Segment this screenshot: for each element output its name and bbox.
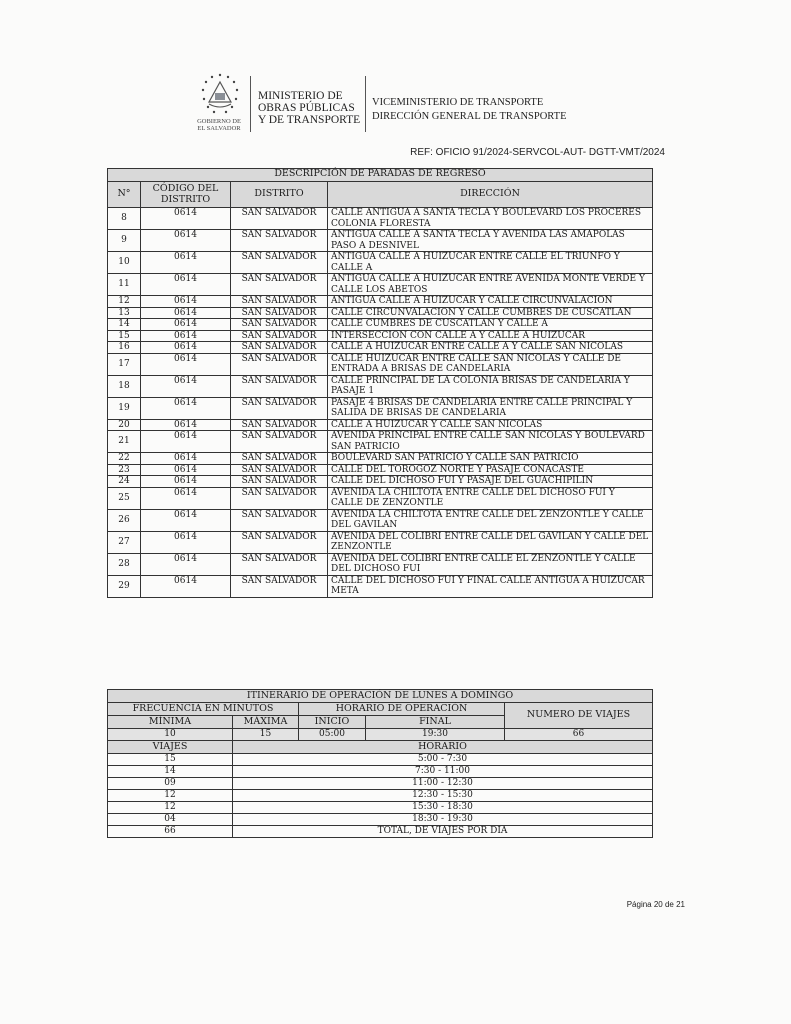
min-frequency-value: 10 xyxy=(108,729,233,741)
district-code: 0614 xyxy=(141,342,231,354)
itinerary-title: ITINERARIO DE OPERACIÓN DE LUNES A DOMINGO xyxy=(108,690,653,703)
schedule-blocks xyxy=(108,754,653,826)
coat-of-arms-icon xyxy=(194,72,246,118)
stop-number: 24 xyxy=(108,476,141,488)
stop-number: 16 xyxy=(108,342,141,354)
end-time-header: FINAL xyxy=(366,716,505,729)
viajes-header: VIAJES xyxy=(108,741,233,754)
block-trips: 12 xyxy=(108,790,233,802)
reference-number: REF: OFICIO 91/2024-SERVCOL-AUT- DGTT-VMT/2024 xyxy=(410,147,665,158)
stop-number: 23 xyxy=(108,464,141,476)
table-row xyxy=(108,814,653,826)
start-time-header: INICIO xyxy=(299,716,366,729)
column-header-district-code: CÓDIGO DEL DISTRITO xyxy=(141,182,231,208)
stop-number: 27 xyxy=(108,531,141,553)
district-name: SAN SALVADOR xyxy=(231,487,328,509)
district-code: 0614 xyxy=(141,509,231,531)
district-name: SAN SALVADOR xyxy=(231,353,328,375)
district-code: 0614 xyxy=(141,453,231,465)
table-row xyxy=(108,375,653,397)
block-time-range: 15:30 - 18:30 xyxy=(233,802,653,814)
max-frequency-header: MÁXIMA xyxy=(233,716,299,729)
stop-number: 21 xyxy=(108,431,141,453)
stop-address: AVENIDA LA CHILTOTA ENTRE CALLE DEL DICHOSO FUI Y CALLE DE ZENZONTLE xyxy=(328,487,653,509)
header-divider xyxy=(365,76,366,132)
district-name: SAN SALVADOR xyxy=(231,419,328,431)
district-name: SAN SALVADOR xyxy=(231,330,328,342)
table-row xyxy=(108,330,653,342)
stop-number: 25 xyxy=(108,487,141,509)
district-name: SAN SALVADOR xyxy=(231,230,328,252)
district-name: SAN SALVADOR xyxy=(231,319,328,331)
ministry-line-3: Y DE TRANSPORTE xyxy=(258,114,361,126)
stop-address: CALLE CUMBRES DE CUSCATLAN Y CALLE A xyxy=(328,319,653,331)
district-name: SAN SALVADOR xyxy=(231,307,328,319)
district-name: SAN SALVADOR xyxy=(231,342,328,354)
stop-number: 10 xyxy=(108,252,141,274)
block-trips: 04 xyxy=(108,814,233,826)
district-code: 0614 xyxy=(141,330,231,342)
stop-address: ANTIGUA CALLE A HUIZUCAR ENTRE AVENIDA MONTE VERDE Y CALLE LOS ABETOS xyxy=(328,274,653,296)
stop-number: 26 xyxy=(108,509,141,531)
stop-number: 29 xyxy=(108,575,141,597)
column-header-address: DIRECCIÓN xyxy=(328,182,653,208)
page-number: Página 20 de 21 xyxy=(626,900,685,909)
stop-address: AVENIDA LA CHILTOTA ENTRE CALLE DEL ZENZONTLE Y CALLE DEL GAVILAN xyxy=(328,509,653,531)
stop-number: 11 xyxy=(108,274,141,296)
stop-address: AVENIDA DEL COLIBRI ENTRE CALLE EL ZENZONTLE Y CALLE DEL DICHOSO FUI xyxy=(328,553,653,575)
header-divider xyxy=(250,76,251,132)
stop-address: INTERSECCION CON CALLE A Y CALLE A HUIZUCAR xyxy=(328,330,653,342)
district-name: SAN SALVADOR xyxy=(231,509,328,531)
vice-line-1: VICEMINISTERIO DE TRANSPORTE xyxy=(372,97,544,108)
district-code: 0614 xyxy=(141,476,231,488)
district-code: 0614 xyxy=(141,274,231,296)
ministry-line-1: MINISTERIO DE xyxy=(258,90,343,102)
stop-number: 20 xyxy=(108,419,141,431)
table-row xyxy=(108,319,653,331)
start-time-value: 05:00 xyxy=(299,729,366,741)
district-code: 0614 xyxy=(141,353,231,375)
table-row xyxy=(108,531,653,553)
district-name: SAN SALVADOR xyxy=(231,252,328,274)
stop-address: CALLE PRINCIPAL DE LA COLONIA BRISAS DE CANDELARIA Y PASAJE 1 xyxy=(328,375,653,397)
vice-line-2: DIRECCIÓN GENERAL DE TRANSPORTE xyxy=(372,111,567,122)
table-row xyxy=(108,208,653,230)
district-name: SAN SALVADOR xyxy=(231,274,328,296)
stop-number: 19 xyxy=(108,397,141,419)
block-trips: 14 xyxy=(108,766,233,778)
district-code: 0614 xyxy=(141,375,231,397)
district-code: 0614 xyxy=(141,252,231,274)
stop-number: 15 xyxy=(108,330,141,342)
stop-number: 22 xyxy=(108,453,141,465)
stop-number: 18 xyxy=(108,375,141,397)
block-time-range: 7:30 - 11:00 xyxy=(233,766,653,778)
district-name: SAN SALVADOR xyxy=(231,453,328,465)
district-code: 0614 xyxy=(141,419,231,431)
column-header-number: N° xyxy=(108,182,141,208)
stop-address: CALLE ANTIGUA A SANTA TECLA Y BOULEVARD LOS PROCERES COLONIA FLORESTA xyxy=(328,208,653,230)
district-name: SAN SALVADOR xyxy=(231,464,328,476)
table-row xyxy=(108,464,653,476)
stop-address: CALLE HUIZUCAR ENTRE CALLE SAN NICOLAS Y CALLE DE ENTRADA A BRISAS DE CANDELARIA xyxy=(328,353,653,375)
stop-address: CALLE A HUIZUCAR ENTRE CALLE A Y CALLE SAN NICOLAS xyxy=(328,342,653,354)
table-row xyxy=(108,230,653,252)
horario-header: HORARIO xyxy=(233,741,653,754)
ministry-line-2: OBRAS PÚBLICAS xyxy=(258,102,355,114)
table-row xyxy=(108,342,653,354)
gov-label-line-2: EL SALVADOR xyxy=(197,125,241,132)
district-code: 0614 xyxy=(141,397,231,419)
table-row xyxy=(108,487,653,509)
stops-table-title: DESCRIPCIÓN DE PARADAS DE REGRESO xyxy=(108,169,653,182)
district-name: SAN SALVADOR xyxy=(231,476,328,488)
stop-number: 13 xyxy=(108,307,141,319)
district-name: SAN SALVADOR xyxy=(231,375,328,397)
block-time-range: 5:00 - 7:30 xyxy=(233,754,653,766)
table-row xyxy=(108,397,653,419)
table-row xyxy=(108,453,653,465)
table-row xyxy=(108,766,653,778)
stop-address: CALLE CIRCUNVALACION Y CALLE CUMBRES DE CUSCATLAN xyxy=(328,307,653,319)
operation-itinerary-table xyxy=(107,689,653,838)
stop-address: ANTIGUA CALLE A SANTA TECLA Y AVENIDA LAS AMAPOLAS PASO A DESNIVEL xyxy=(328,230,653,252)
district-code: 0614 xyxy=(141,307,231,319)
stop-number: 17 xyxy=(108,353,141,375)
table-row xyxy=(108,353,653,375)
table-row xyxy=(108,307,653,319)
district-code: 0614 xyxy=(141,230,231,252)
block-trips: 15 xyxy=(108,754,233,766)
max-frequency-value: 15 xyxy=(233,729,299,741)
district-code: 0614 xyxy=(141,208,231,230)
district-name: SAN SALVADOR xyxy=(231,531,328,553)
district-name: SAN SALVADOR xyxy=(231,208,328,230)
block-time-range: 12:30 - 15:30 xyxy=(233,790,653,802)
district-code: 0614 xyxy=(141,553,231,575)
frequency-header: FRECUENCIA EN MINUTOS xyxy=(108,703,299,716)
stops-table-body xyxy=(108,208,653,598)
table-row xyxy=(108,476,653,488)
table-row xyxy=(108,419,653,431)
district-code: 0614 xyxy=(141,319,231,331)
table-row xyxy=(108,274,653,296)
table-row xyxy=(108,431,653,453)
stop-address: ANTIGUA CALLE A HUIZUCAR ENTRE CALLE EL TRIUNFO Y CALLE A xyxy=(328,252,653,274)
trips-count-header: NUMERO DE VIAJES xyxy=(505,703,653,729)
stop-address: PASAJE 4 BRISAS DE CANDELARIA ENTRE CALLE PRINCIPAL Y SALIDA DE BRISAS DE CANDELARIA xyxy=(328,397,653,419)
district-name: SAN SALVADOR xyxy=(231,553,328,575)
gov-label-line-1: GOBIERNO DE xyxy=(197,118,241,125)
block-time-range: 11:00 - 12:30 xyxy=(233,778,653,790)
stop-address: BOULEVARD SAN PATRICIO Y CALLE SAN PATRICIO xyxy=(328,453,653,465)
total-trips-value: 66 xyxy=(108,826,233,838)
district-code: 0614 xyxy=(141,431,231,453)
district-name: SAN SALVADOR xyxy=(231,397,328,419)
trips-count-value: 66 xyxy=(505,729,653,741)
stop-address: CALLE DEL DICHOSO FUI Y PASAJE DEL GUACHIPILIN xyxy=(328,476,653,488)
table-row xyxy=(108,252,653,274)
district-code: 0614 xyxy=(141,531,231,553)
district-code: 0614 xyxy=(141,296,231,308)
stop-address: CALLE A HUIZUCAR Y CALLE SAN NICOLAS xyxy=(328,419,653,431)
column-header-district: DISTRITO xyxy=(231,182,328,208)
stop-number: 28 xyxy=(108,553,141,575)
block-trips: 09 xyxy=(108,778,233,790)
district-name: SAN SALVADOR xyxy=(231,575,328,597)
end-time-value: 19:30 xyxy=(366,729,505,741)
district-code: 0614 xyxy=(141,575,231,597)
stop-number: 12 xyxy=(108,296,141,308)
return-stops-table xyxy=(107,168,653,598)
stop-address: AVENIDA DEL COLIBRI ENTRE CALLE DEL GAVILAN Y CALLE DEL ZENZONTLE xyxy=(328,531,653,553)
stop-address: CALLE DEL TOROGOZ NORTE Y PASAJE CONACASTE xyxy=(328,464,653,476)
block-trips: 12 xyxy=(108,802,233,814)
district-code: 0614 xyxy=(141,487,231,509)
table-row xyxy=(108,754,653,766)
total-trips-label: TOTAL, DE VIAJES POR DIA xyxy=(233,826,653,838)
table-row xyxy=(108,802,653,814)
district-name: SAN SALVADOR xyxy=(231,296,328,308)
table-row xyxy=(108,553,653,575)
stop-number: 9 xyxy=(108,230,141,252)
min-frequency-header: MÍNIMA xyxy=(108,716,233,729)
table-row xyxy=(108,296,653,308)
ministry-name xyxy=(258,90,360,126)
stop-number: 14 xyxy=(108,319,141,331)
block-time-range: 18:30 - 19:30 xyxy=(233,814,653,826)
table-row xyxy=(108,509,653,531)
vice-ministry-name xyxy=(372,96,567,124)
schedule-header: HORARIO DE OPERACIÓN xyxy=(299,703,505,716)
stop-number: 8 xyxy=(108,208,141,230)
table-row xyxy=(108,575,653,597)
table-row xyxy=(108,790,653,802)
stop-address: ANTIGUA CALLE A HUIZUCAR Y CALLE CIRCUNVALACION xyxy=(328,296,653,308)
stop-address: CALLE DEL DICHOSO FUI Y FINAL CALLE ANTIGUA A HUIZUCAR META xyxy=(328,575,653,597)
district-name: SAN SALVADOR xyxy=(231,431,328,453)
district-code: 0614 xyxy=(141,464,231,476)
table-row xyxy=(108,778,653,790)
stop-address: AVENIDA PRINCIPAL ENTRE CALLE SAN NICOLAS Y BOULEVARD SAN PATRICIO xyxy=(328,431,653,453)
el-salvador-coat-of-arms-logo xyxy=(194,72,246,138)
